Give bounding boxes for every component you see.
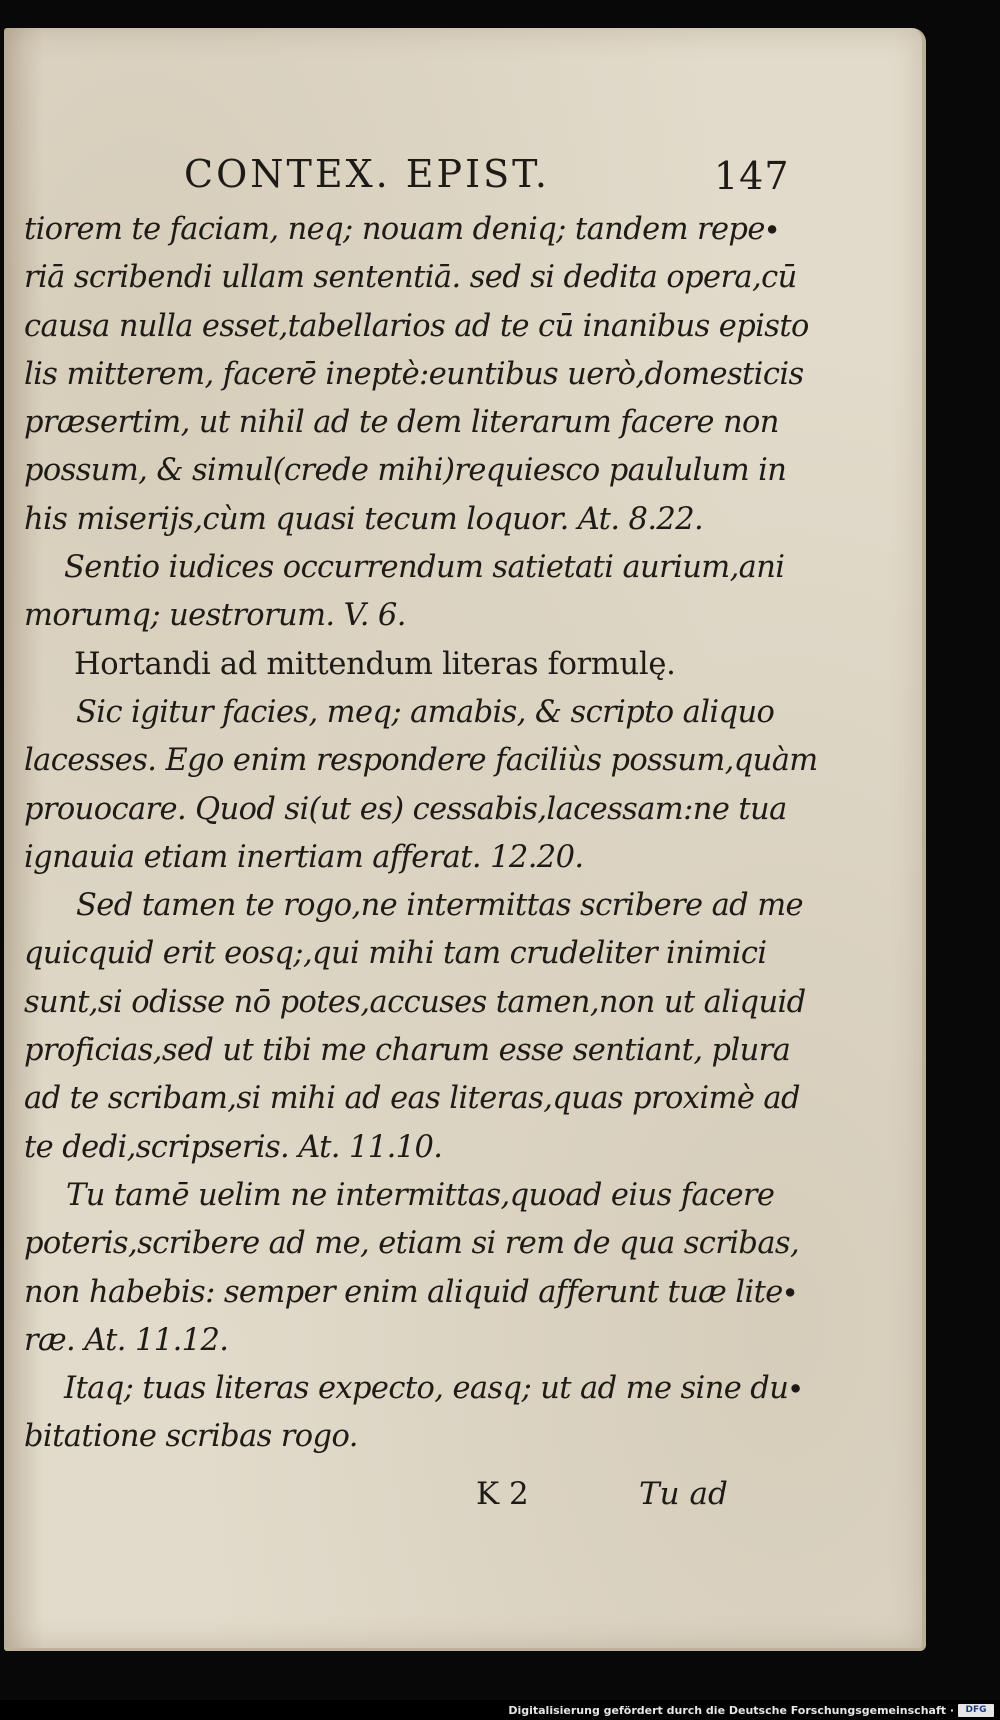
text-line: præsertim, ut nihil ad te dem literarum facere non	[24, 405, 779, 441]
book-page	[4, 28, 926, 1651]
text-line: lacesses. Ego enim respondere faciliùs possum,quàm	[24, 743, 818, 779]
text-line: poteris,scribere ad me, etiam si rem de qua scribas,	[24, 1226, 800, 1262]
text-line: bitatione scribas rogo.	[24, 1419, 358, 1455]
text-line: Sentio iudices occurrendum satietati aurium,ani	[64, 550, 785, 586]
text-line: possum, & simul(crede mihi)requiesco paululum in	[24, 453, 787, 489]
section-heading: Hortandi ad mittendum literas formulę.	[74, 646, 676, 682]
catchword: Tu ad	[639, 1476, 728, 1512]
text-line: ad te scribam,si mihi ad eas literas,quas proximè ad	[24, 1081, 800, 1117]
page-text-block	[24, 146, 818, 1512]
text-line: te dedi,scripseris. At. 11.10.	[24, 1129, 443, 1165]
text-line: lis mitterem, facerē ineptè:euntibus uerò,domesticis	[24, 356, 804, 392]
digitization-footer	[0, 1700, 1000, 1720]
text-line: sunt,si odisse nō potes,accuses tamen,non ut aliquid	[24, 984, 806, 1020]
running-title: CONTEX. EPIST.	[184, 152, 550, 196]
dfg-logo: DFG	[958, 1704, 994, 1717]
text-line: ræ. At. 11.12.	[24, 1322, 229, 1358]
text-line: Tu tamē uelim ne intermittas,quoad eius facere	[66, 1177, 775, 1213]
text-line: quicquid erit eosq;,qui mihi tam crudeliter inimici	[24, 936, 767, 972]
footer-credit: Digitalisierung gefördert durch die Deutsche Forschungsgemeinschaft ·	[508, 1704, 954, 1717]
text-line: morumq; uestrorum. V. 6.	[24, 598, 406, 634]
text-line: Sed tamen te rogo,ne intermittas scribere ad me	[76, 888, 803, 924]
text-line: prouocare. Quod si(ut es) cessabis,lacessam:ne tua	[24, 791, 787, 827]
text-line: tiorem te faciam, neq; nouam deniq; tandem repe∙	[24, 212, 780, 247]
text-line: his miserijs,cùm quasi tecum loquor. At. 8.22.	[24, 501, 704, 537]
catchline	[24, 1476, 804, 1526]
text-line: riā scribendi ullam sententiā. sed si dedita opera,cū	[24, 260, 797, 296]
running-header	[24, 146, 804, 206]
text-line: Itaq; tuas literas expecto, easq; ut ad me sine du∙	[64, 1371, 803, 1407]
page-number: 147	[714, 154, 790, 198]
text-line: non habebis: semper enim aliquid afferunt tuæ lite∙	[24, 1274, 798, 1310]
text-line: causa nulla esset,tabellarios ad te cū inanibus episto	[24, 308, 809, 344]
text-line: proficias,sed ut tibi me charum esse sentiant, plura	[24, 1033, 791, 1069]
signature-mark: K 2	[476, 1476, 529, 1512]
text-line: Sic igitur facies, meq; amabis, & scripto aliquo	[76, 694, 775, 730]
text-line: ignauia etiam inertiam afferat. 12.20.	[24, 839, 584, 875]
